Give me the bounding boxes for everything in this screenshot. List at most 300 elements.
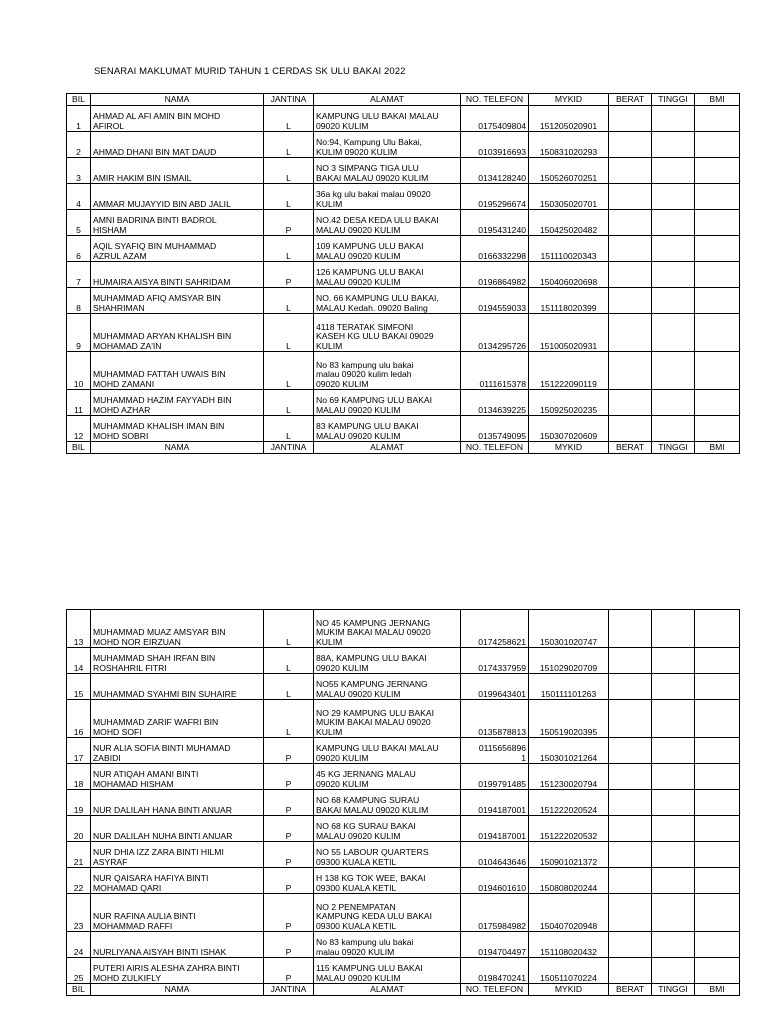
nama-cell-line: NUR ALIA SOFIA BINTI MUHAMAD <box>93 743 231 754</box>
header-jantina: JANTINA <box>264 94 314 106</box>
alamat-cell-line: NO 2 PENEMPATAN <box>316 901 396 912</box>
alamat-cell-line: No:94, Kampung Ulu Bakai, <box>316 137 423 148</box>
nama-cell <box>91 288 264 314</box>
alamat-cell-line: BAKAI MALAU 09020 KULIM <box>316 172 429 183</box>
telefon-cell <box>461 790 529 816</box>
alamat-cell-line: MALAU 09020 KULIM <box>316 430 401 441</box>
nama-cell-line: MUHAMMAD SHAH IRFAN BIN <box>93 653 216 664</box>
telefon-cell-line: 0199643401 <box>478 688 526 699</box>
footer-berat: BERAT <box>609 442 652 454</box>
mykid-cell: 150519020395 <box>529 700 609 738</box>
telefon-cell <box>461 288 529 314</box>
alamat-cell-line: KULIM 09020 KULIM <box>316 146 398 157</box>
mykid-cell: 151029020709 <box>529 648 609 674</box>
footer-berat: BERAT <box>609 984 652 996</box>
footer-telefon: NO. TELEFON <box>461 442 529 454</box>
telefon-cell-line: 0195296674 <box>478 198 526 209</box>
tinggi-cell <box>652 352 695 390</box>
student-table-2 <box>66 609 740 996</box>
footer-nama: NAMA <box>91 442 264 454</box>
nama-cell <box>91 610 264 648</box>
tinggi-cell <box>652 610 695 648</box>
table-footer-row <box>67 442 740 454</box>
alamat-cell-line: KASEH KG ULU BAKAI 09029 <box>316 331 434 342</box>
tinggi-cell <box>652 894 695 932</box>
telefon-cell <box>461 106 529 132</box>
berat-cell <box>609 738 652 764</box>
mykid-cell: 150901021372 <box>529 842 609 868</box>
alamat-cell-line: BAKAI MALAU 09020 KULIM <box>316 804 429 815</box>
mykid-cell: 150831020293 <box>529 132 609 158</box>
alamat-cell-line: MALAU 09020 KULIM <box>316 688 401 699</box>
alamat-cell-line: No 83 kampung ulu bakai <box>316 359 414 370</box>
nama-cell-line: MOHD NOR EIRZUAN <box>93 636 181 647</box>
nama-cell-line: MOHAMAD QARI <box>93 882 162 893</box>
bil-cell: 20 <box>67 816 91 842</box>
nama-cell <box>91 314 264 352</box>
nama-cell-line: NUR ATIQAH AMANI BINTI <box>93 769 199 780</box>
telefon-cell <box>461 842 529 868</box>
footer-bil: BIL <box>67 984 91 996</box>
table-row <box>67 790 740 816</box>
table-row <box>67 674 740 700</box>
alamat-cell <box>314 738 461 764</box>
nama-cell <box>91 648 264 674</box>
bil-cell: 5 <box>67 210 91 236</box>
nama-cell-line: MOHD SOFI <box>93 726 142 737</box>
mykid-cell: 150925020235 <box>529 390 609 416</box>
telefon-cell-line: 0166332298 <box>478 250 526 261</box>
nama-cell-line: ZABIDI <box>93 752 121 763</box>
table-row <box>67 958 740 984</box>
table-row <box>67 106 740 132</box>
mykid-cell: 150307020609 <box>529 416 609 442</box>
tinggi-cell <box>652 314 695 352</box>
nama-cell <box>91 958 264 984</box>
tinggi-cell <box>652 158 695 184</box>
telefon-cell-line: 0135749095 <box>478 430 526 441</box>
footer-bmi: BMI <box>695 442 740 454</box>
telefon-cell <box>461 390 529 416</box>
jantina-cell: L <box>264 352 314 390</box>
jantina-cell: P <box>264 790 314 816</box>
alamat-cell-line: NO 68 KAMPUNG SURAU <box>316 795 420 806</box>
jantina-cell: L <box>264 674 314 700</box>
jantina-cell: P <box>264 816 314 842</box>
alamat-cell <box>314 700 461 738</box>
telefon-cell-line: 0194187001 <box>478 830 526 841</box>
nama-cell-line: MOHD AZHAR <box>93 404 151 415</box>
alamat-cell <box>314 816 461 842</box>
bmi-cell <box>695 610 740 648</box>
berat-cell <box>609 764 652 790</box>
table-header-row <box>67 94 740 106</box>
alamat-cell <box>314 262 461 288</box>
bmi-cell <box>695 132 740 158</box>
tinggi-cell <box>652 868 695 894</box>
nama-cell-line: NUR RAFINA AULIA BINTI <box>93 911 196 922</box>
telefon-cell <box>461 868 529 894</box>
bmi-cell <box>695 352 740 390</box>
alamat-cell <box>314 106 461 132</box>
telefon-cell <box>461 932 529 958</box>
nama-cell-line: MOHD ZULKIFLY <box>93 972 162 983</box>
telefon-cell-line: 0199791485 <box>478 778 526 789</box>
alamat-cell-line: NO 3 SIMPANG TIGA ULU <box>316 163 419 174</box>
tinggi-cell <box>652 390 695 416</box>
bil-cell: 13 <box>67 610 91 648</box>
jantina-cell: P <box>264 932 314 958</box>
bmi-cell <box>695 416 740 442</box>
tinggi-cell <box>652 132 695 158</box>
student-table-1 <box>66 93 740 454</box>
alamat-cell-line: malau 09020 KULIM <box>316 946 395 957</box>
jantina-cell: L <box>264 700 314 738</box>
nama-cell-line: AHMAD DHANI BIN MAT DAUD <box>93 146 217 157</box>
table-row <box>67 648 740 674</box>
alamat-cell-line: 45 KG JERNANG MALAU <box>316 769 416 780</box>
mykid-cell: 150511070224 <box>529 958 609 984</box>
nama-cell-line: ROSHAHRIL FITRI <box>93 662 167 673</box>
alamat-cell <box>314 868 461 894</box>
jantina-cell: P <box>264 868 314 894</box>
alamat-cell-line: 115 KAMPUNG ULU BAKAI <box>316 963 423 974</box>
table-row <box>67 236 740 262</box>
bil-cell: 12 <box>67 416 91 442</box>
mykid-cell: 150111101263 <box>529 674 609 700</box>
nama-cell-line: MOHD SOBRI <box>93 430 149 441</box>
berat-cell <box>609 958 652 984</box>
header-telefon: NO. TELEFON <box>461 94 529 106</box>
table-footer-row <box>67 984 740 996</box>
berat-cell <box>609 416 652 442</box>
berat-cell <box>609 610 652 648</box>
mykid-cell: 151118020399 <box>529 288 609 314</box>
berat-cell <box>609 288 652 314</box>
mykid-cell: 150425020482 <box>529 210 609 236</box>
bil-cell: 2 <box>67 132 91 158</box>
alamat-cell-line: 09300 KUALA KETIL <box>316 882 397 893</box>
telefon-cell-line: 1 <box>521 752 526 763</box>
telefon-cell <box>461 958 529 984</box>
alamat-cell <box>314 764 461 790</box>
telefon-cell <box>461 674 529 700</box>
nama-cell-line: AZRUL AZAM <box>93 250 147 261</box>
telefon-cell <box>461 184 529 210</box>
jantina-cell: L <box>264 416 314 442</box>
nama-cell-line: NUR DALILAH NUHA BINTI ANUAR <box>93 830 233 841</box>
alamat-cell-line: NO55 KAMPUNG JERNANG <box>316 679 428 690</box>
alamat-cell-line: 09020 KULIM <box>316 120 369 131</box>
bil-cell: 23 <box>67 894 91 932</box>
alamat-cell-line: 09020 KULIM <box>316 662 369 673</box>
jantina-cell: L <box>264 288 314 314</box>
nama-cell-line: NUR DHIA IZZ ZARA BINTI HILMI <box>93 847 224 858</box>
alamat-cell <box>314 132 461 158</box>
berat-cell <box>609 648 652 674</box>
alamat-cell <box>314 210 461 236</box>
alamat-cell-line: NO 55 LABOUR QUARTERS <box>316 847 429 858</box>
header-bil: BIL <box>67 94 91 106</box>
nama-cell <box>91 262 264 288</box>
bmi-cell <box>695 390 740 416</box>
alamat-cell <box>314 158 461 184</box>
telefon-cell <box>461 764 529 790</box>
bmi-cell <box>695 868 740 894</box>
mykid-cell: 151108020432 <box>529 932 609 958</box>
nama-cell <box>91 106 264 132</box>
alamat-cell-line: KULIM <box>316 636 343 647</box>
nama-cell-line: AMIR HAKIM BIN ISMAIL <box>93 172 192 183</box>
table-row <box>67 868 740 894</box>
telefon-cell-line: 0194559033 <box>478 302 526 313</box>
footer-tinggi: TINGGI <box>652 984 695 996</box>
bmi-cell <box>695 648 740 674</box>
mykid-cell: 150305020701 <box>529 184 609 210</box>
alamat-cell-line: KULIM <box>316 340 343 351</box>
bmi-cell <box>695 158 740 184</box>
alamat-cell-line: KAMPUNG ULU BAKAI MALAU <box>316 743 439 754</box>
nama-cell <box>91 390 264 416</box>
mykid-cell: 151222090119 <box>529 352 609 390</box>
alamat-cell-line: 83 KAMPUNG ULU BAKAI <box>316 421 419 432</box>
berat-cell <box>609 842 652 868</box>
alamat-cell-line: KULIM <box>316 198 343 209</box>
tinggi-cell <box>652 106 695 132</box>
berat-cell <box>609 700 652 738</box>
footer-jantina: JANTINA <box>264 442 314 454</box>
berat-cell <box>609 158 652 184</box>
nama-cell <box>91 158 264 184</box>
telefon-cell <box>461 262 529 288</box>
nama-cell <box>91 764 264 790</box>
berat-cell <box>609 106 652 132</box>
bil-cell: 19 <box>67 790 91 816</box>
telefon-cell <box>461 816 529 842</box>
telefon-cell <box>461 894 529 932</box>
telefon-cell <box>461 236 529 262</box>
alamat-cell-line: NO 68 KG SURAU BAKAI <box>316 821 416 832</box>
telefon-cell-line: 0115656896 <box>478 743 526 754</box>
tinggi-cell <box>652 700 695 738</box>
telefon-cell-line: 0134639225 <box>478 404 526 415</box>
telefon-cell <box>461 352 529 390</box>
table-row <box>67 390 740 416</box>
nama-cell-line: MUHAMMAD ARYAN KHALISH BIN <box>93 331 232 342</box>
alamat-cell <box>314 674 461 700</box>
mykid-cell: 151222020532 <box>529 816 609 842</box>
jantina-cell: L <box>264 314 314 352</box>
tinggi-cell <box>652 958 695 984</box>
jantina-cell: P <box>264 764 314 790</box>
bil-cell: 18 <box>67 764 91 790</box>
telefon-cell-line: 0195431240 <box>478 224 526 235</box>
bmi-cell <box>695 674 740 700</box>
alamat-cell-line: No 83 kampung ulu bakai <box>316 937 414 948</box>
telefon-cell-line: 0134295726 <box>478 340 526 351</box>
nama-cell <box>91 842 264 868</box>
jantina-cell: P <box>264 958 314 984</box>
nama-cell-line: MUHAMMAD SYAHMI BIN SUHAIRE <box>93 688 237 699</box>
nama-cell-line: NUR QAISARA HAFIYA BINTI <box>93 873 209 884</box>
alamat-cell <box>314 288 461 314</box>
tinggi-cell <box>652 842 695 868</box>
bmi-cell <box>695 958 740 984</box>
telefon-cell-line: 0194187001 <box>478 804 526 815</box>
telefon-cell <box>461 210 529 236</box>
alamat-cell-line: KAMPUNG KEDA ULU BAKAI <box>316 911 433 922</box>
table-row <box>67 132 740 158</box>
bmi-cell <box>695 842 740 868</box>
nama-cell-line: ASYRAF <box>93 856 128 867</box>
mykid-cell: 151205020901 <box>529 106 609 132</box>
telefon-cell-line: 0175409804 <box>478 120 526 131</box>
nama-cell-line: AFIROL <box>93 120 125 131</box>
bil-cell: 14 <box>67 648 91 674</box>
alamat-cell-line: H 138 KG TOK WEE, BAKAI <box>316 873 426 884</box>
jantina-cell: L <box>264 236 314 262</box>
table-row <box>67 894 740 932</box>
table-row <box>67 210 740 236</box>
berat-cell <box>609 816 652 842</box>
footer-tinggi: TINGGI <box>652 442 695 454</box>
telefon-cell-line: 0174337959 <box>478 662 526 673</box>
nama-cell <box>91 184 264 210</box>
alamat-cell-line: KAMPUNG ULU BAKAI MALAU <box>316 111 439 122</box>
telefon-cell <box>461 738 529 764</box>
telefon-cell-line: 0103916693 <box>478 146 526 157</box>
berat-cell <box>609 236 652 262</box>
telefon-cell <box>461 648 529 674</box>
alamat-cell <box>314 236 461 262</box>
alamat-cell-line: NO.42 DESA KEDA ULU BAKAI <box>316 215 439 226</box>
tinggi-cell <box>652 790 695 816</box>
jantina-cell: L <box>264 106 314 132</box>
nama-cell-line: PUTERI AIRIS ALESHA ZAHRA BINTI <box>93 963 240 974</box>
footer-telefon: NO. TELEFON <box>461 984 529 996</box>
berat-cell <box>609 390 652 416</box>
nama-cell <box>91 210 264 236</box>
table-row <box>67 158 740 184</box>
nama-cell <box>91 790 264 816</box>
tinggi-cell <box>652 648 695 674</box>
header-nama: NAMA <box>91 94 264 106</box>
tinggi-cell <box>652 932 695 958</box>
telefon-cell-line: 0174258621 <box>478 636 526 647</box>
jantina-cell: L <box>264 158 314 184</box>
nama-cell-line: MUHAMMAD FATTAH UWAIS BIN <box>93 369 226 380</box>
alamat-cell <box>314 352 461 390</box>
telefon-cell-line: 0175984982 <box>478 920 526 931</box>
table-row <box>67 262 740 288</box>
bmi-cell <box>695 932 740 958</box>
berat-cell <box>609 894 652 932</box>
telefon-cell-line: 0196864982 <box>478 276 526 287</box>
bil-cell: 24 <box>67 932 91 958</box>
bil-cell: 25 <box>67 958 91 984</box>
header-mykid: MYKID <box>529 94 609 106</box>
nama-cell-line: HISHAM <box>93 224 127 235</box>
alamat-cell-line: 36a kg ulu bakai malau 09020 <box>316 189 431 200</box>
nama-cell <box>91 236 264 262</box>
tinggi-cell <box>652 262 695 288</box>
alamat-cell-line: malau 09020 kulim ledah <box>316 369 412 380</box>
alamat-cell-line: NO. 66 KAMPUNG ULU BAKAI, <box>316 293 439 304</box>
alamat-cell <box>314 790 461 816</box>
nama-cell <box>91 700 264 738</box>
tinggi-cell <box>652 236 695 262</box>
bil-cell: 8 <box>67 288 91 314</box>
berat-cell <box>609 184 652 210</box>
footer-mykid: MYKID <box>529 984 609 996</box>
telefon-cell-line: 0135878813 <box>478 726 526 737</box>
nama-cell-line: MUHAMMAD MUAZ AMSYAR BIN <box>93 627 226 638</box>
berat-cell <box>609 932 652 958</box>
telefon-cell <box>461 158 529 184</box>
nama-cell-line: AMNI BADRINA BINTI BADROL <box>93 215 217 226</box>
bmi-cell <box>695 894 740 932</box>
alamat-cell <box>314 314 461 352</box>
footer-nama: NAMA <box>91 984 264 996</box>
alamat-cell-line: 88A, KAMPUNG ULU BAKAI <box>316 653 427 664</box>
jantina-cell: P <box>264 842 314 868</box>
berat-cell <box>609 314 652 352</box>
alamat-cell-line: 09300 KUALA KETIL <box>316 920 397 931</box>
footer-bil: BIL <box>67 442 91 454</box>
bil-cell: 17 <box>67 738 91 764</box>
bil-cell: 1 <box>67 106 91 132</box>
alamat-cell-line: MUKIM BAKAI MALAU 09020 <box>316 717 431 728</box>
table-row <box>67 288 740 314</box>
jantina-cell: L <box>264 610 314 648</box>
footer-mykid: MYKID <box>529 442 609 454</box>
alamat-cell-line: MALAU 09020 KULIM <box>316 972 401 983</box>
bmi-cell <box>695 700 740 738</box>
bmi-cell <box>695 288 740 314</box>
bmi-cell <box>695 184 740 210</box>
nama-cell-line: MOHAMAD HISHAM <box>93 778 174 789</box>
jantina-cell: L <box>264 184 314 210</box>
mykid-cell: 151110020343 <box>529 236 609 262</box>
alamat-cell-line: NO 29 KAMPUNG ULU BAKAI <box>316 707 434 718</box>
mykid-cell: 150808020244 <box>529 868 609 894</box>
bil-cell: 4 <box>67 184 91 210</box>
nama-cell-line: NUR DALILAH HANA BINTI ANUAR <box>93 804 232 815</box>
tinggi-cell <box>652 416 695 442</box>
nama-cell <box>91 416 264 442</box>
table-row <box>67 764 740 790</box>
footer-jantina: JANTINA <box>264 984 314 996</box>
alamat-cell-line: No 69 KAMPUNG ULU BAKAI <box>316 395 433 406</box>
nama-cell-line: AMMAR MUJAYYID BIN ABD JALIL <box>93 198 231 209</box>
nama-cell <box>91 932 264 958</box>
bmi-cell <box>695 236 740 262</box>
alamat-cell <box>314 184 461 210</box>
nama-cell-line: MUHAMMAD HAZIM FAYYADH BIN <box>93 395 232 406</box>
telefon-cell <box>461 314 529 352</box>
table-row <box>67 416 740 442</box>
alamat-cell-line: MALAU 09020 KULIM <box>316 276 401 287</box>
bmi-cell <box>695 764 740 790</box>
nama-cell-line: MOHAMAD ZA'IN <box>93 340 162 351</box>
berat-cell <box>609 210 652 236</box>
berat-cell <box>609 868 652 894</box>
alamat-cell-line: MUKIM BAKAI MALAU 09020 <box>316 627 431 638</box>
footer-bmi: BMI <box>695 984 740 996</box>
alamat-cell <box>314 648 461 674</box>
alamat-cell-line: 09020 KULIM <box>316 378 369 389</box>
nama-cell-line: AQIL SYAFIQ BIN MUHAMMAD <box>93 241 217 252</box>
